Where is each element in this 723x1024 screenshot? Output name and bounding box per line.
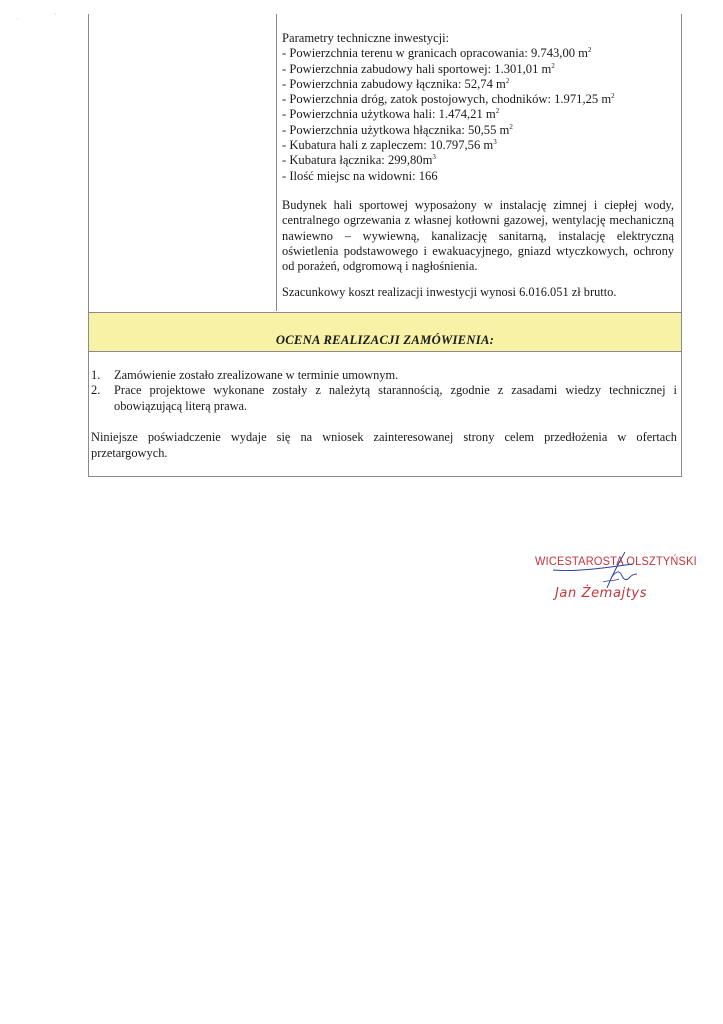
item-text: Prace projektowe wykonane zostały z należytą starannością, zgodnie z zasadami wiedzy technicznej i obowiązującą literą prawa.: [114, 383, 677, 413]
assessment-header-band: [89, 312, 681, 352]
parameter-item: - Kubatura hali z zapleczem: 10.797,56 $m^3$: [282, 138, 497, 153]
assessment-list: [91, 368, 677, 414]
official-stamp-title: WICESTAROSTA OLSZTYŃSKI: [535, 555, 697, 569]
parameter-item: - Ilość miejsc na widowni: 166: [282, 168, 438, 183]
item-number: 2.: [91, 383, 101, 398]
assessment-item: [91, 368, 677, 383]
parameters-heading: Parametry techniczne inwestycji:: [282, 31, 450, 45]
item-number: 1.: [91, 368, 101, 382]
parameter-item: - Powierzchnia zabudowy łącznika: 52,74 $m^2$: [282, 76, 510, 91]
document-table: [88, 14, 682, 477]
parameter-item: - Powierzchnia użytkowa hali: 1.474,21 $m^2$: [282, 107, 500, 122]
parameter-item: - Powierzchnia zabudowy hali sportowej: 1.301,01 $m^2$: [282, 61, 555, 76]
scan-speck: ˏ: [16, 10, 19, 20]
parameter-item: - Powierzchnia terenu w granicach opracowania: 9.743,00 $m^2$: [282, 46, 592, 61]
item-text: Zamówienie zostało zrealizowane w terminie umownym.: [114, 368, 399, 382]
parameter-item: - Powierzchnia użytkowa hłącznika: 50,55 $m^2$: [282, 122, 513, 137]
official-stamp-name: Jan Żemajtys: [555, 586, 648, 601]
column-divider: [276, 14, 277, 311]
technical-parameters: [282, 31, 674, 184]
cost-paragraph: Szacunkowy koszt realizacji inwestycji wynosi 6.016.051 zł brutto.: [282, 285, 617, 299]
closing-paragraph: Niniejsze poświadczenie wydaje się na wniosek zainteresowanej strony celem przedłożenia w ofertach przetargowych.: [91, 430, 677, 460]
assessment-title: OCENA REALIZACJI ZAMÓWIENIA:: [275, 333, 495, 347]
parameter-item: - Kubatura łącznika: $299,80m^3$: [282, 153, 436, 168]
assessment-item: [91, 383, 677, 414]
installations-paragraph: Budynek hali sportowej wyposażony w instalację zimnej i ciepłej wody, centralnego ogrzewania z własnej kotłowni gazowej, wentylację mechaniczną nawiewno – wywiewną, kanalizację sanitarną, instalację elektryczną oświetlenia podstawowego i ewakuacyjnego, gniazd wtyczkowych, ochrony od porażeń, odgromową i nagłośnienia.: [282, 198, 674, 274]
scan-speck: ˊ: [54, 12, 57, 22]
parameter-item: - Powierzchnia dróg, zatok postojowych, chodników: 1.971,25 $m^2$: [282, 92, 615, 107]
